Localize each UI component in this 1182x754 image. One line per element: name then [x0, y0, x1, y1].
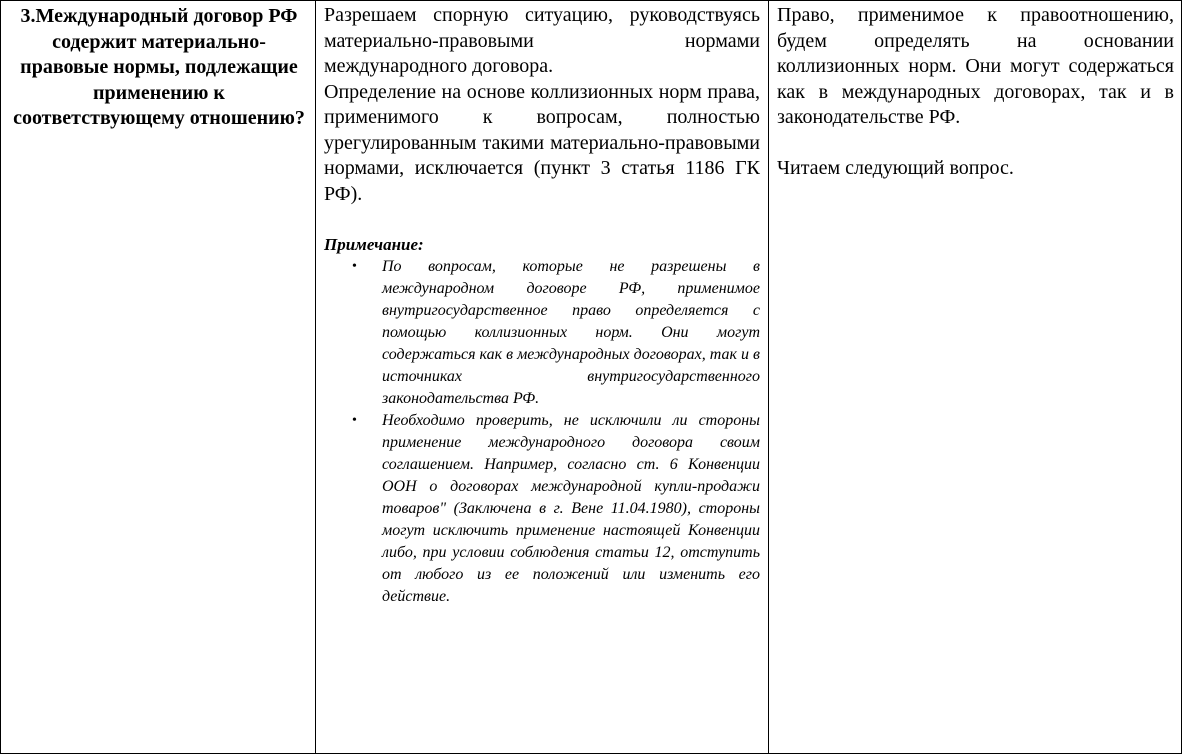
answer-yes-cell — [316, 1, 769, 753]
answer-no-paragraph-1: Право, применимое к правоотношению, будем определять на основании коллизионных норм. Они могут содержаться как в международных договорах, так и в законодательстве РФ. — [777, 4, 1174, 128]
bullet-icon: • — [352, 259, 357, 274]
note-item — [324, 256, 760, 410]
question-cell — [1, 1, 316, 753]
note-label: Примечание: — [324, 235, 424, 254]
answer-yes-paragraph-2: Определение на основе коллизионных норм права, применимого к вопросам, полностью урегулированным такими материально-правовыми нормами, исключается (пункт 3 статья 1186 ГК РФ). — [324, 80, 760, 205]
question-title: 3.Международный договор РФ содержит материально-правовые нормы, подлежащие применению к соответствующему отношению? — [13, 5, 305, 129]
note-item — [324, 410, 760, 608]
note-list — [324, 256, 760, 608]
note-item-text: По вопросам, которые не разрешены в международном договоре РФ, применимое внутригосударственное право определяется с помощью коллизионных норм. Они могут содержаться как в международных договорах, так и в источниках внутригосударственного законодательства РФ. — [382, 258, 760, 407]
paragraph-spacer — [777, 131, 1174, 157]
note-item-text: Необходимо проверить, не исключили ли стороны применение международного договора своим соглашением. Например, согласно ст. 6 Конвенции ООН о договорах международной купли-продажи товаров" (Заключена в г. Вене 11.04.1980), стороны могут исключить применение настоящей Конвенции либо, при условии соблюдения статьи 12, отступить от любого из ее положений или изменить его действие. — [382, 412, 760, 605]
bullet-icon: • — [352, 413, 357, 428]
answer-yes-paragraph-1: Разрешаем спорную ситуацию, руководствуясь материально-правовыми нормами международного договора. — [324, 4, 760, 77]
answer-no-cell — [769, 1, 1181, 753]
answer-no-paragraph-2: Читаем следующий вопрос. — [777, 157, 1014, 179]
